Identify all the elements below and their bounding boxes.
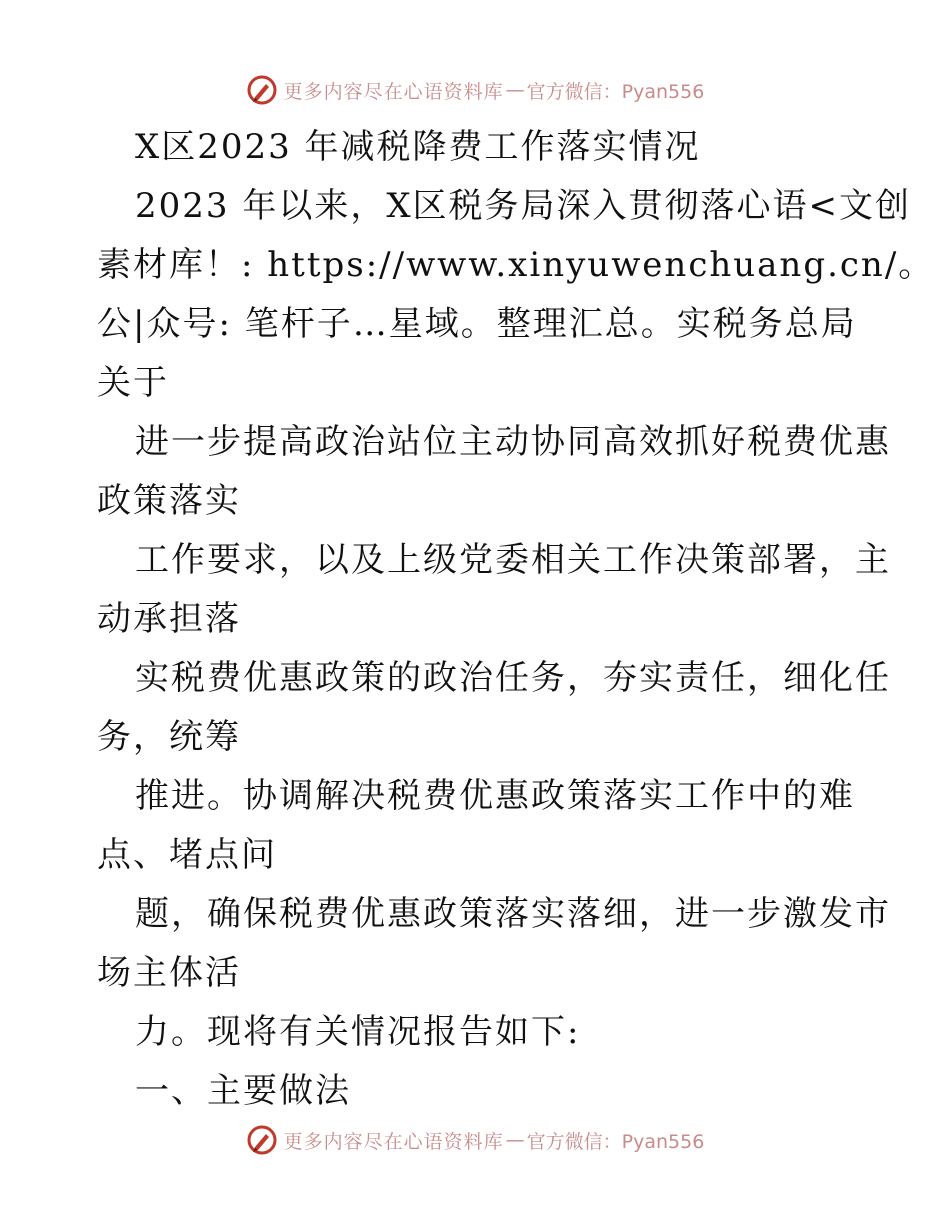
document-line: 进一步提高政治站位主动协同高效抓好税费优惠: [135, 422, 891, 462]
watermark-footer: [0, 1122, 950, 1158]
watermark-header: [0, 72, 950, 108]
pen-logo-icon: [246, 74, 278, 106]
document-line: 力。现将有关情况报告如下:: [135, 1012, 581, 1052]
document-line: 实税费优惠政策的政治任务，夯实责任，细化任: [135, 658, 891, 698]
document-line: 素材库！: https://www.xinyuwenchuang.cn/。: [97, 245, 935, 285]
watermark-brand-text: 更多内容尽在心语资料库: [283, 1130, 504, 1153]
document-line: 场主体活: [97, 953, 241, 993]
watermark-separator: —: [505, 79, 525, 101]
document-line: 工作要求，以及上级党委相关工作决策部署，主: [135, 540, 891, 580]
document-body: [97, 118, 935, 1121]
document-title: X区2023 年减税降费工作落实情况: [135, 127, 701, 167]
watermark-wechat-text: 官方微信：Pyan556: [526, 1130, 705, 1153]
watermark-separator: —: [505, 1129, 525, 1151]
document-line: 政策落实: [97, 481, 241, 521]
document-line: 2023 年以来，X区税务局深入贯彻落心语<文创: [135, 186, 912, 226]
document-line: 公|众号: 笔杆子…星域。整理汇总。实税务总局: [97, 304, 857, 344]
document-line: 推进。协调解决税费优惠政策落实工作中的难: [135, 776, 855, 816]
document-line: 点、堵点问: [97, 835, 277, 875]
document-line: 一、主要做法: [135, 1071, 351, 1111]
document-line: 务，统筹: [97, 717, 241, 757]
document-line: 题，确保税费优惠政策落实落细，进一步激发市: [135, 894, 891, 934]
watermark-brand-text: 更多内容尽在心语资料库: [283, 80, 504, 103]
document-line: 动承担落: [97, 599, 241, 639]
document-line: 关于: [97, 363, 169, 403]
watermark-wechat-text: 官方微信：Pyan556: [526, 80, 705, 103]
pen-logo-icon: [246, 1124, 278, 1156]
